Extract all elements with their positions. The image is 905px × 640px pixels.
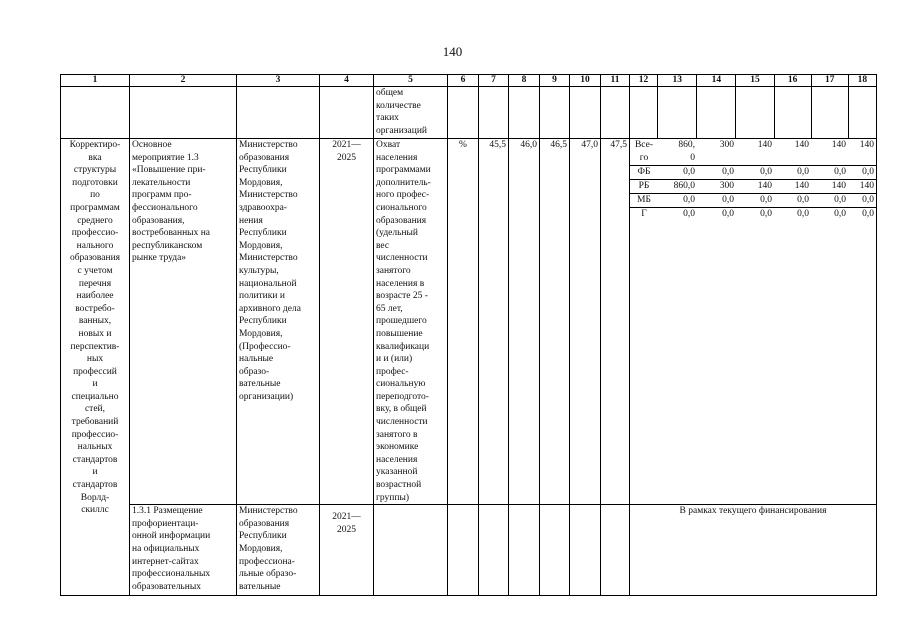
measure-name: Основное мероприятие 1.3 «Повышение при- лекательности программ про- фессионального образования, востребованных на республиканском рынке труда» (130, 139, 237, 505)
indicator-value-2023: 46,5 (540, 139, 570, 505)
funding-cell: 140 (831, 140, 846, 150)
program-table (60, 74, 877, 596)
cont-cell-7 (479, 87, 509, 139)
funding-row-rb (630, 180, 876, 194)
funding-block (630, 139, 877, 505)
column-header-14: 14 (697, 75, 736, 87)
funding-cell: 140 (736, 180, 774, 194)
funding-cell: 0,0 (811, 194, 848, 208)
indicator-value-2024: 47,0 (570, 139, 601, 505)
funding-table (630, 139, 876, 221)
continuation-row (61, 87, 877, 139)
column-header-7: 7 (479, 75, 509, 87)
funding-cell: 0,0 (848, 208, 876, 222)
column-header-1: 1 (61, 75, 130, 87)
funding-cell: 300 (697, 180, 736, 194)
funding-cell: 0,0 (736, 166, 774, 180)
sub-cell-6 (448, 505, 479, 596)
cont-cell-3 (237, 87, 320, 139)
indicator-value-2025: 47,5 (601, 139, 630, 505)
column-header-11: 11 (601, 75, 630, 87)
funding-row-fb (630, 166, 876, 180)
funding-cell: 0,0 (658, 194, 697, 208)
sub-cell-7 (479, 505, 509, 596)
funding-row-mb (630, 194, 876, 208)
column-header-row (61, 75, 877, 87)
funding-cell: 0,0 (736, 194, 774, 208)
cont-cell-16 (774, 87, 811, 139)
funding-cell: 0,0 (658, 208, 697, 222)
cont-cell-14 (697, 87, 736, 139)
funding-cell: 0,0 (774, 194, 811, 208)
sub-cell-10 (570, 505, 601, 596)
column-header-12: 12 (630, 75, 658, 87)
funding-cell: 140 (794, 140, 809, 150)
funding-cell: 300 (719, 140, 734, 150)
column-header-17: 17 (811, 75, 848, 87)
funding-source-mb: МБ (630, 194, 658, 208)
cont-cell-9 (540, 87, 570, 139)
funding-cell: 0,0 (811, 208, 848, 222)
cont-cell-2 (130, 87, 237, 139)
sub-measure-name: 1.3.1 Размещение профориентаци- онной информации на официальных интернет-сайтах профессиональных образовательных (130, 505, 237, 596)
implementation-period: 2021— 2025 (320, 139, 374, 505)
funding-source-g: Г (630, 208, 658, 222)
funding-row-g (630, 208, 876, 222)
funding-source-total: Все- го (634, 140, 654, 163)
indicator-unit: % (448, 139, 479, 505)
cont-cell-8 (509, 87, 540, 139)
cont-cell-1 (61, 87, 130, 139)
sub-cell-8 (509, 505, 540, 596)
column-header-5: 5 (374, 75, 448, 87)
column-header-6: 6 (448, 75, 479, 87)
column-header-9: 9 (540, 75, 570, 87)
column-header-18: 18 (848, 75, 876, 87)
sub-cell-11 (601, 505, 630, 596)
cont-cell-4 (320, 87, 374, 139)
funding-row-total (630, 139, 876, 166)
indicator-text: Охват населения программами дополнитель- ного профес- сионального образования (удельный вес численности занятого населения в возрасте 25 - 65 лет, прошедшего повышение квалификаци и и (или) профес- сиональную переподгото- вку, в общей численности занятого в экономике населения указанной возрастной группы) (374, 139, 448, 505)
funding-cell: 140 (848, 180, 876, 194)
funding-cell: 140 (757, 140, 772, 150)
column-header-2: 2 (130, 75, 237, 87)
funding-cell: 0,0 (697, 166, 736, 180)
funding-cell: 0,0 (848, 194, 876, 208)
cont-cell-11 (601, 87, 630, 139)
responsible-executors: Министерство образования Республики Мордовия, Министерство здравоохра- нения Республики Мордовия, Министерство культуры, национальной политики и архивного дела Республики Мордовия, (Профессио- нальные образо- вательные организации) (237, 139, 320, 505)
cont-indicator-text: общем количестве таких организаций (374, 87, 448, 139)
funding-cell: 0,0 (811, 166, 848, 180)
financing-note: В рамках текущего финансирования (630, 505, 877, 596)
sub-measure-row (61, 505, 877, 596)
task-description: Корректиро- вка структуры подготовки по программам среднего профессио- нального образования с учетом перечня наиболее востребо- ванных, новых и перспектив- ных профессий и специально стей, требований профессио- нальных стандартов и стандартов Ворлд- скиллс (61, 139, 130, 596)
funding-cell: 860,0 (658, 180, 697, 194)
funding-cell: 140 (774, 180, 811, 194)
funding-cell: 0,0 (697, 194, 736, 208)
cont-cell-12 (630, 87, 658, 139)
funding-cell: 0,0 (774, 208, 811, 222)
cont-cell-6 (448, 87, 479, 139)
cont-cell-18 (848, 87, 876, 139)
page-number: 140 (442, 44, 463, 59)
cont-cell-13 (658, 87, 697, 139)
funding-cell: 0,0 (736, 208, 774, 222)
column-header-10: 10 (570, 75, 601, 87)
column-header-15: 15 (736, 75, 774, 87)
measure-row (61, 139, 877, 505)
funding-cell: 0,0 (774, 166, 811, 180)
sub-measure-period: 2021— 2025 (320, 505, 374, 596)
indicator-value-2022: 46,0 (509, 139, 540, 505)
column-header-13: 13 (658, 75, 697, 87)
cont-cell-17 (811, 87, 848, 139)
sub-cell-9 (540, 505, 570, 596)
funding-cell: 140 (811, 180, 848, 194)
cont-cell-10 (570, 87, 601, 139)
sub-measure-executors: Министерство образования Республики Мордовия, профессиона- льные образо- вательные (237, 505, 320, 596)
indicator-value-2021: 45,5 (479, 139, 509, 505)
funding-cell: 0,0 (658, 166, 697, 180)
funding-cell: 0,0 (697, 208, 736, 222)
column-header-3: 3 (237, 75, 320, 87)
funding-cell: 0,0 (848, 166, 876, 180)
funding-source-rb: РБ (630, 180, 658, 194)
column-header-4: 4 (320, 75, 374, 87)
cont-cell-15 (736, 87, 774, 139)
column-header-16: 16 (774, 75, 811, 87)
column-header-8: 8 (509, 75, 540, 87)
sub-cell-5 (374, 505, 448, 596)
funding-cell: 140 (859, 140, 874, 150)
funding-cell: 860, 0 (678, 140, 695, 163)
funding-source-fb: ФБ (630, 166, 658, 180)
